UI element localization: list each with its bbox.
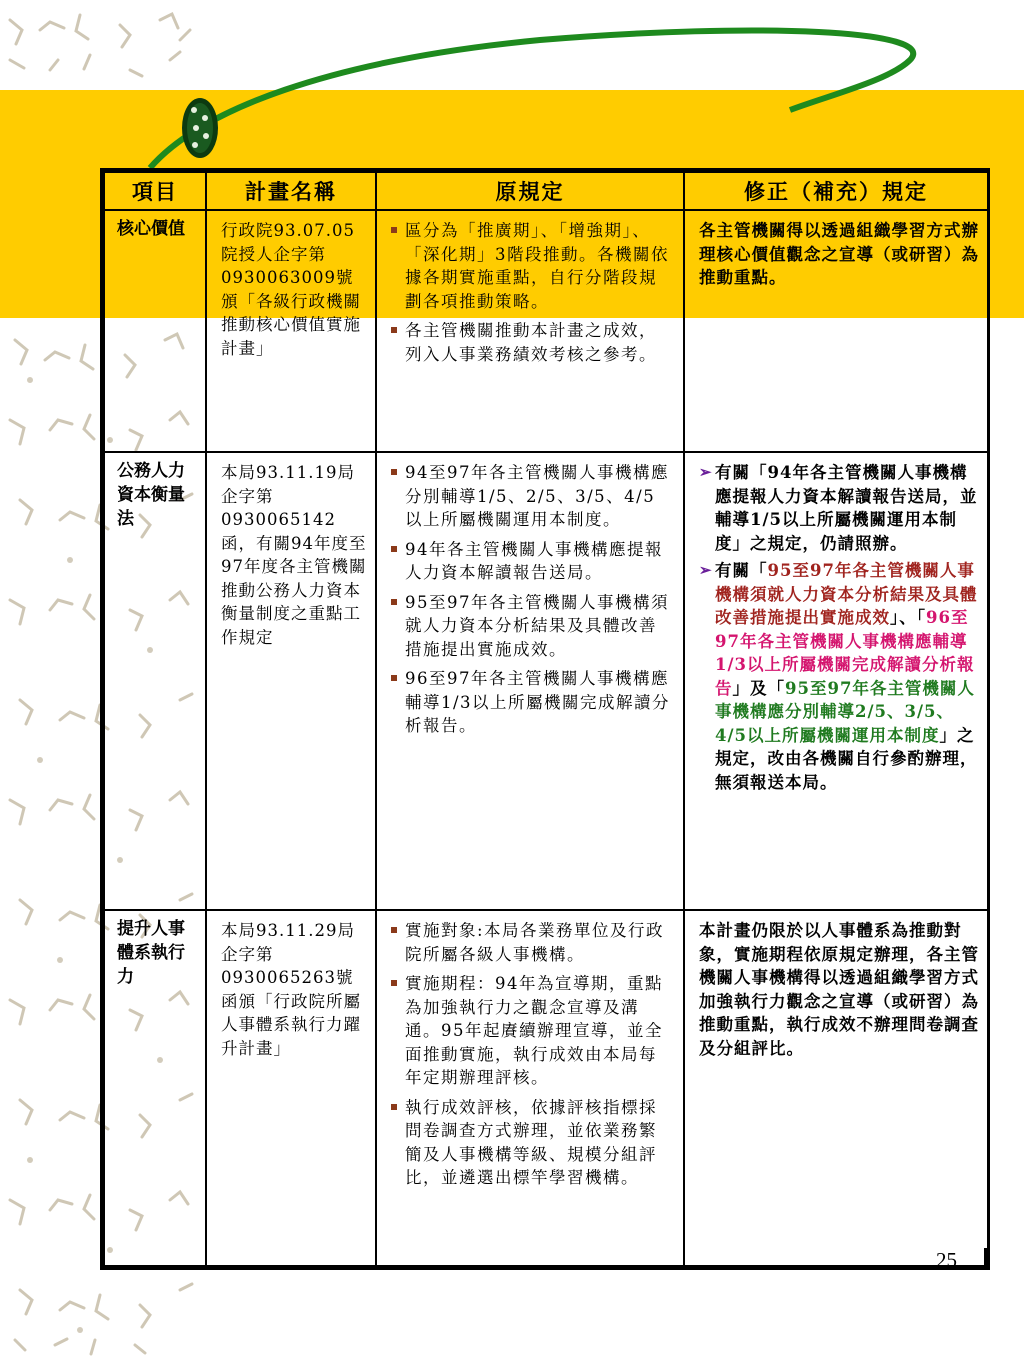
- square-bullet-icon: [391, 1104, 397, 1110]
- highlight-green-text: 95至97年各主管機關人事機構應分別輔導2/5、3/5、4/5以上所屬機關運用本制度: [715, 678, 975, 745]
- row-original-rule: [376, 452, 684, 910]
- header-plan-name: 計畫名稱: [206, 172, 376, 210]
- table-row: [104, 910, 988, 1266]
- list-item: 實施對象:本局各業務單位及行政院所屬各級人事機構。: [391, 919, 673, 966]
- list-item: 96至97年各主管機關人事機構應輔導1/3以上所屬機關完成解讀分析報告。: [391, 667, 673, 738]
- row-item-label: 提升人事體系執行力: [104, 910, 206, 1266]
- square-bullet-icon: [391, 546, 397, 552]
- list-item: 區分為「推廣期」、「增強期」、「深化期」3階段推動。各機關依據各期實施重點，自行分階段規劃各項推動策略。: [391, 219, 673, 313]
- header-original-rule: 原規定: [376, 172, 684, 210]
- regulation-table: [100, 168, 990, 1270]
- list-item: 94至97年各主管機關人事機構應分別輔導1/5、2/5、3/5、4/5以上所屬機關運用本制度。: [391, 461, 673, 532]
- square-bullet-icon: [391, 675, 397, 681]
- page-number: 25: [936, 1248, 957, 1272]
- square-bullet-icon: [391, 327, 397, 333]
- row-plan-name: 本局93.11.19局企字第0930065142函，有關94年度至97年度各主管機關推動公務人力資本衡量制度之重點工作規定: [206, 452, 376, 910]
- arrow-bullet-icon: ➢: [699, 463, 713, 481]
- list-item: 94年各主管機關人事機構應提報人力資本解讀報告送局。: [391, 538, 673, 585]
- row-item-label: 核心價值: [104, 210, 206, 452]
- row-original-rule: [376, 910, 684, 1266]
- header-item: 項目: [104, 172, 206, 210]
- row-item-label: 公務人力資本衡量法: [104, 452, 206, 910]
- row-original-rule: [376, 210, 684, 452]
- corner-mark: [984, 1248, 990, 1270]
- list-item: 各主管機關推動本計畫之成效，列入人事業務績效考核之參考。: [391, 319, 673, 366]
- arrow-bullet-icon: ➢: [699, 561, 713, 579]
- network-bead-icon: [182, 98, 218, 158]
- square-bullet-icon: [391, 469, 397, 475]
- highlight-red-text: 95至97年各主管機關人事機構須就人力資本分析結果及具體改善措施提出實施成效: [715, 561, 978, 627]
- list-item: 實施期程：94年為宣導期，重點為加強執行力之觀念宣導及溝通。95年起賡續辦理宣導，並全面推動實施，執行成效由本局每年定期辦理評核。: [391, 972, 673, 1090]
- row-revised-rule: [684, 452, 988, 910]
- square-bullet-icon: [391, 980, 397, 986]
- row-revised-rule: 各主管機關得以透過組織學習方式辦理核心價值觀念之宣導（或研習）為推動重點。: [684, 210, 988, 452]
- row-plan-name: 行政院93.07.05院授人企字第0930063009號頒「各級行政機關推動核心價值實施計畫」: [206, 210, 376, 452]
- list-item: 95至97年各主管機關人事機構須就人力資本分析結果及具體改善措施提出實施成效。: [391, 591, 673, 662]
- list-item: 執行成效評核，依據評核指標採問卷調查方式辦理，並依業務繁簡及人事機構等級、規模分組評比，並遴選出標竿學習機構。: [391, 1096, 673, 1190]
- list-item: ➢ 有關「95至97年各主管機關人事機構須就人力資本分析結果及具體改善措施提出實施成效」、「96至97年各主管機關人事機構應輔導1/3以上所屬機關完成解讀分析報告」及「95至97年各主管機關人事機構應分別輔導2/5、3/5、4/5以上所屬機關運用本制度」之規定，改由各機關自行參酌辦理，無須報送本局。: [699, 561, 978, 792]
- table-header-row: [104, 172, 988, 210]
- table-row: [104, 210, 988, 452]
- list-item: ➢ 有關「94年各主管機關人事機構應提報人力資本解讀報告送局，並輔導1/5以上所屬機關運用本制度」之規定，仍請照辦。: [699, 463, 978, 553]
- square-bullet-icon: [391, 227, 397, 233]
- square-bullet-icon: [391, 599, 397, 605]
- header-revised-rule: 修正（補充）規定: [684, 172, 988, 210]
- row-revised-rule: 本計畫仍限於以人事體系為推動對象，實施期程依原規定辦理，各主管機關人事機構得以透過組織學習方式加強執行力觀念之宣導（或研習）為推動重點，執行成效不辦理問卷調查及分組評比。: [684, 910, 988, 1266]
- highlight-magenta-text: 96至97年各主管機關人事機構應輔導1/3以上所屬機關完成解讀分析報告: [715, 608, 975, 698]
- table-row: [104, 452, 988, 910]
- square-bullet-icon: [391, 927, 397, 933]
- row-plan-name: 本局93.11.29局企字第0930065263號函頒「行政院所屬人事體系執行力躍升計畫」: [206, 910, 376, 1266]
